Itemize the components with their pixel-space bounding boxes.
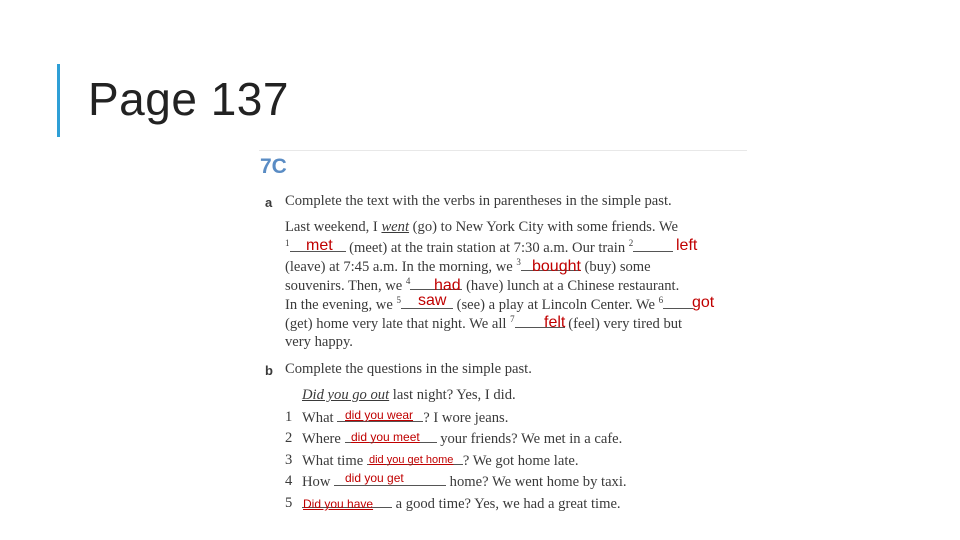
answer-blank [663,296,693,309]
part-b-label: b [265,363,273,378]
text-line-2: $^1$ (meet) at the train station at 7:30 a.m. Our train $^2$ [285,238,673,257]
answer-blank [633,239,673,252]
question-2: Where your friends? We met in a cafe. [302,431,623,447]
text-line-5: In the evening, we $^5$ (see) a play at Lincoln Center. We $^6$ [285,295,693,314]
answer-bought: bought [532,258,581,275]
text-line-4: souvenirs. Then, we $^4$ (have) lunch at a Chinese restaurant. [285,276,680,294]
answer-had: had [434,277,461,294]
question-4: How home? We went home by taxi. [302,474,627,490]
question-number: 1 [285,409,293,425]
question-5: a good time? Yes, we had a great time. [302,495,621,513]
question-number: 4 [285,473,293,489]
text-line-1: Last weekend, I went (go) to New York City with some friends. We [285,219,678,235]
question-number: 2 [285,430,293,446]
example-question: Did you go out last night? Yes, I did. [302,387,516,403]
part-a-instruction: Complete the text with the verbs in parentheses in the simple past. [285,193,672,209]
text-line-7: very happy. [285,334,353,350]
part-b-instruction: Complete the questions in the simple past. [285,361,532,377]
answer-felt: felt [544,314,566,331]
answer-b1: did you wear [345,408,414,422]
textbook-scan [255,148,750,523]
divider [259,150,747,151]
answer-b4: did you get [345,471,404,485]
question-3: What time ? We got home late. [302,453,579,469]
section-heading: 7C [260,155,287,178]
title-accent-bar [57,64,60,137]
question-number: 5 [285,495,293,511]
answer-b2: did you meet [351,430,420,444]
answer-left: left [676,237,698,254]
answer-met: met [306,237,333,254]
text-line-6: (get) home very late that night. We all $^7$ (feel) very tired but [285,314,683,332]
answer-b3: did you get home [369,454,454,466]
question-number: 3 [285,452,293,468]
text-line-3: (leave) at 7:45 a.m. In the morning, we $^3$ (buy) some [285,257,651,275]
page-title: Page 137 [88,73,289,125]
answer-got: got [692,294,715,311]
question-1: What ? I wore jeans. [302,410,509,426]
answer-saw: saw [418,292,447,309]
part-a-label: a [265,195,273,210]
answer-b5: Did you have [303,497,374,511]
